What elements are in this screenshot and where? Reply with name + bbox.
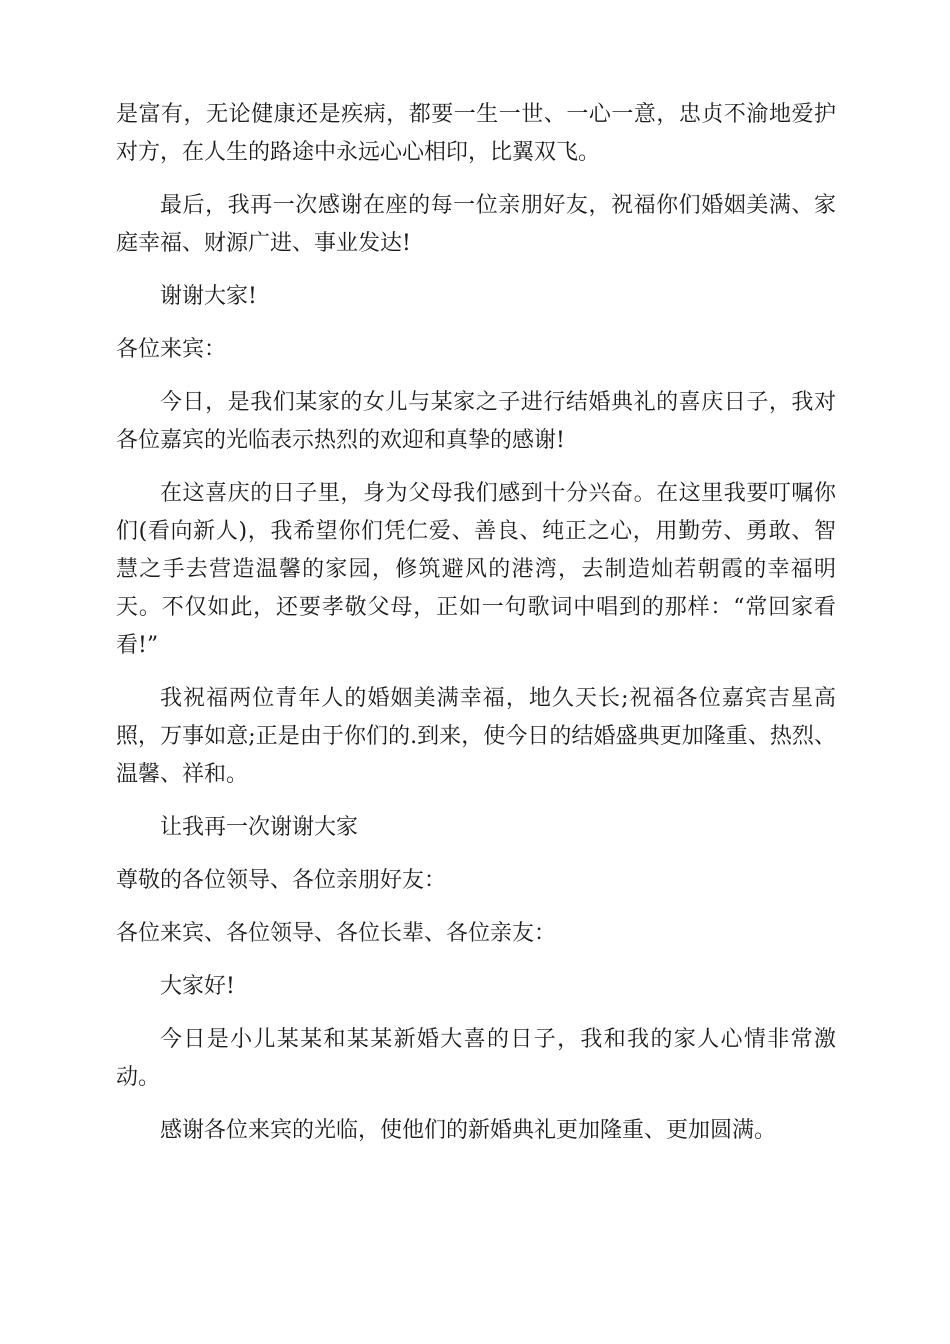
paragraph-9: 尊敬的各位领导、各位亲朋好友： xyxy=(116,868,447,893)
paragraph-3: 谢谢大家! xyxy=(160,284,257,309)
paragraph-13: 感谢各位来宾的光临，使他们的新婚典礼更加隆重、更加圆满。 xyxy=(160,1118,777,1143)
document-body xyxy=(116,96,836,1165)
paragraph-8: 让我再一次谢谢大家 xyxy=(160,815,359,840)
paragraph-12: 今日是小儿某某和某某新婚大喜的日子，我和我的家人心情非常激动。 xyxy=(116,1027,836,1090)
paragraph-4: 各位来宾： xyxy=(116,337,227,362)
paragraph-1: 是富有，无论健康还是疾病，都要一生一世、一心一意，忠贞不渝地爱护对方，在人生的路途中永远心心相印，比翼双飞。 xyxy=(116,102,836,165)
paragraph-11: 大家好! xyxy=(160,974,235,999)
paragraph-2: 最后，我再一次感谢在座的每一位亲朋好友，祝福你们婚姻美满、家庭幸福、财源广进、事业发达! xyxy=(116,193,836,256)
paragraph-10: 各位来宾、各位领导、各位长辈、各位亲友： xyxy=(116,921,557,946)
paragraph-5: 今日，是我们某家的女儿与某家之子进行结婚典礼的喜庆日子，我对各位嘉宾的光临表示热烈的欢迎和真挚的感谢! xyxy=(116,390,836,453)
paragraph-7: 我祝福两位青年人的婚姻美满幸福，地久天长;祝福各位嘉宾吉星高照，万事如意;正是由于你们的.到来，使今日的结婚盛典更加隆重、热烈、温馨、祥和。 xyxy=(116,686,836,787)
paragraph-6: 在这喜庆的日子里，身为父母我们感到十分兴奋。在这里我要叮嘱你们(看向新人)，我希望你们凭仁爱、善良、纯正之心，用勤劳、勇敢、智慧之手去营造温馨的家园，修筑避风的港湾，去制造灿若朝霞的幸福明天。不仅如此，还要孝敬父母，正如一句歌词中唱到的那样：“常回家看看!” xyxy=(116,481,836,658)
